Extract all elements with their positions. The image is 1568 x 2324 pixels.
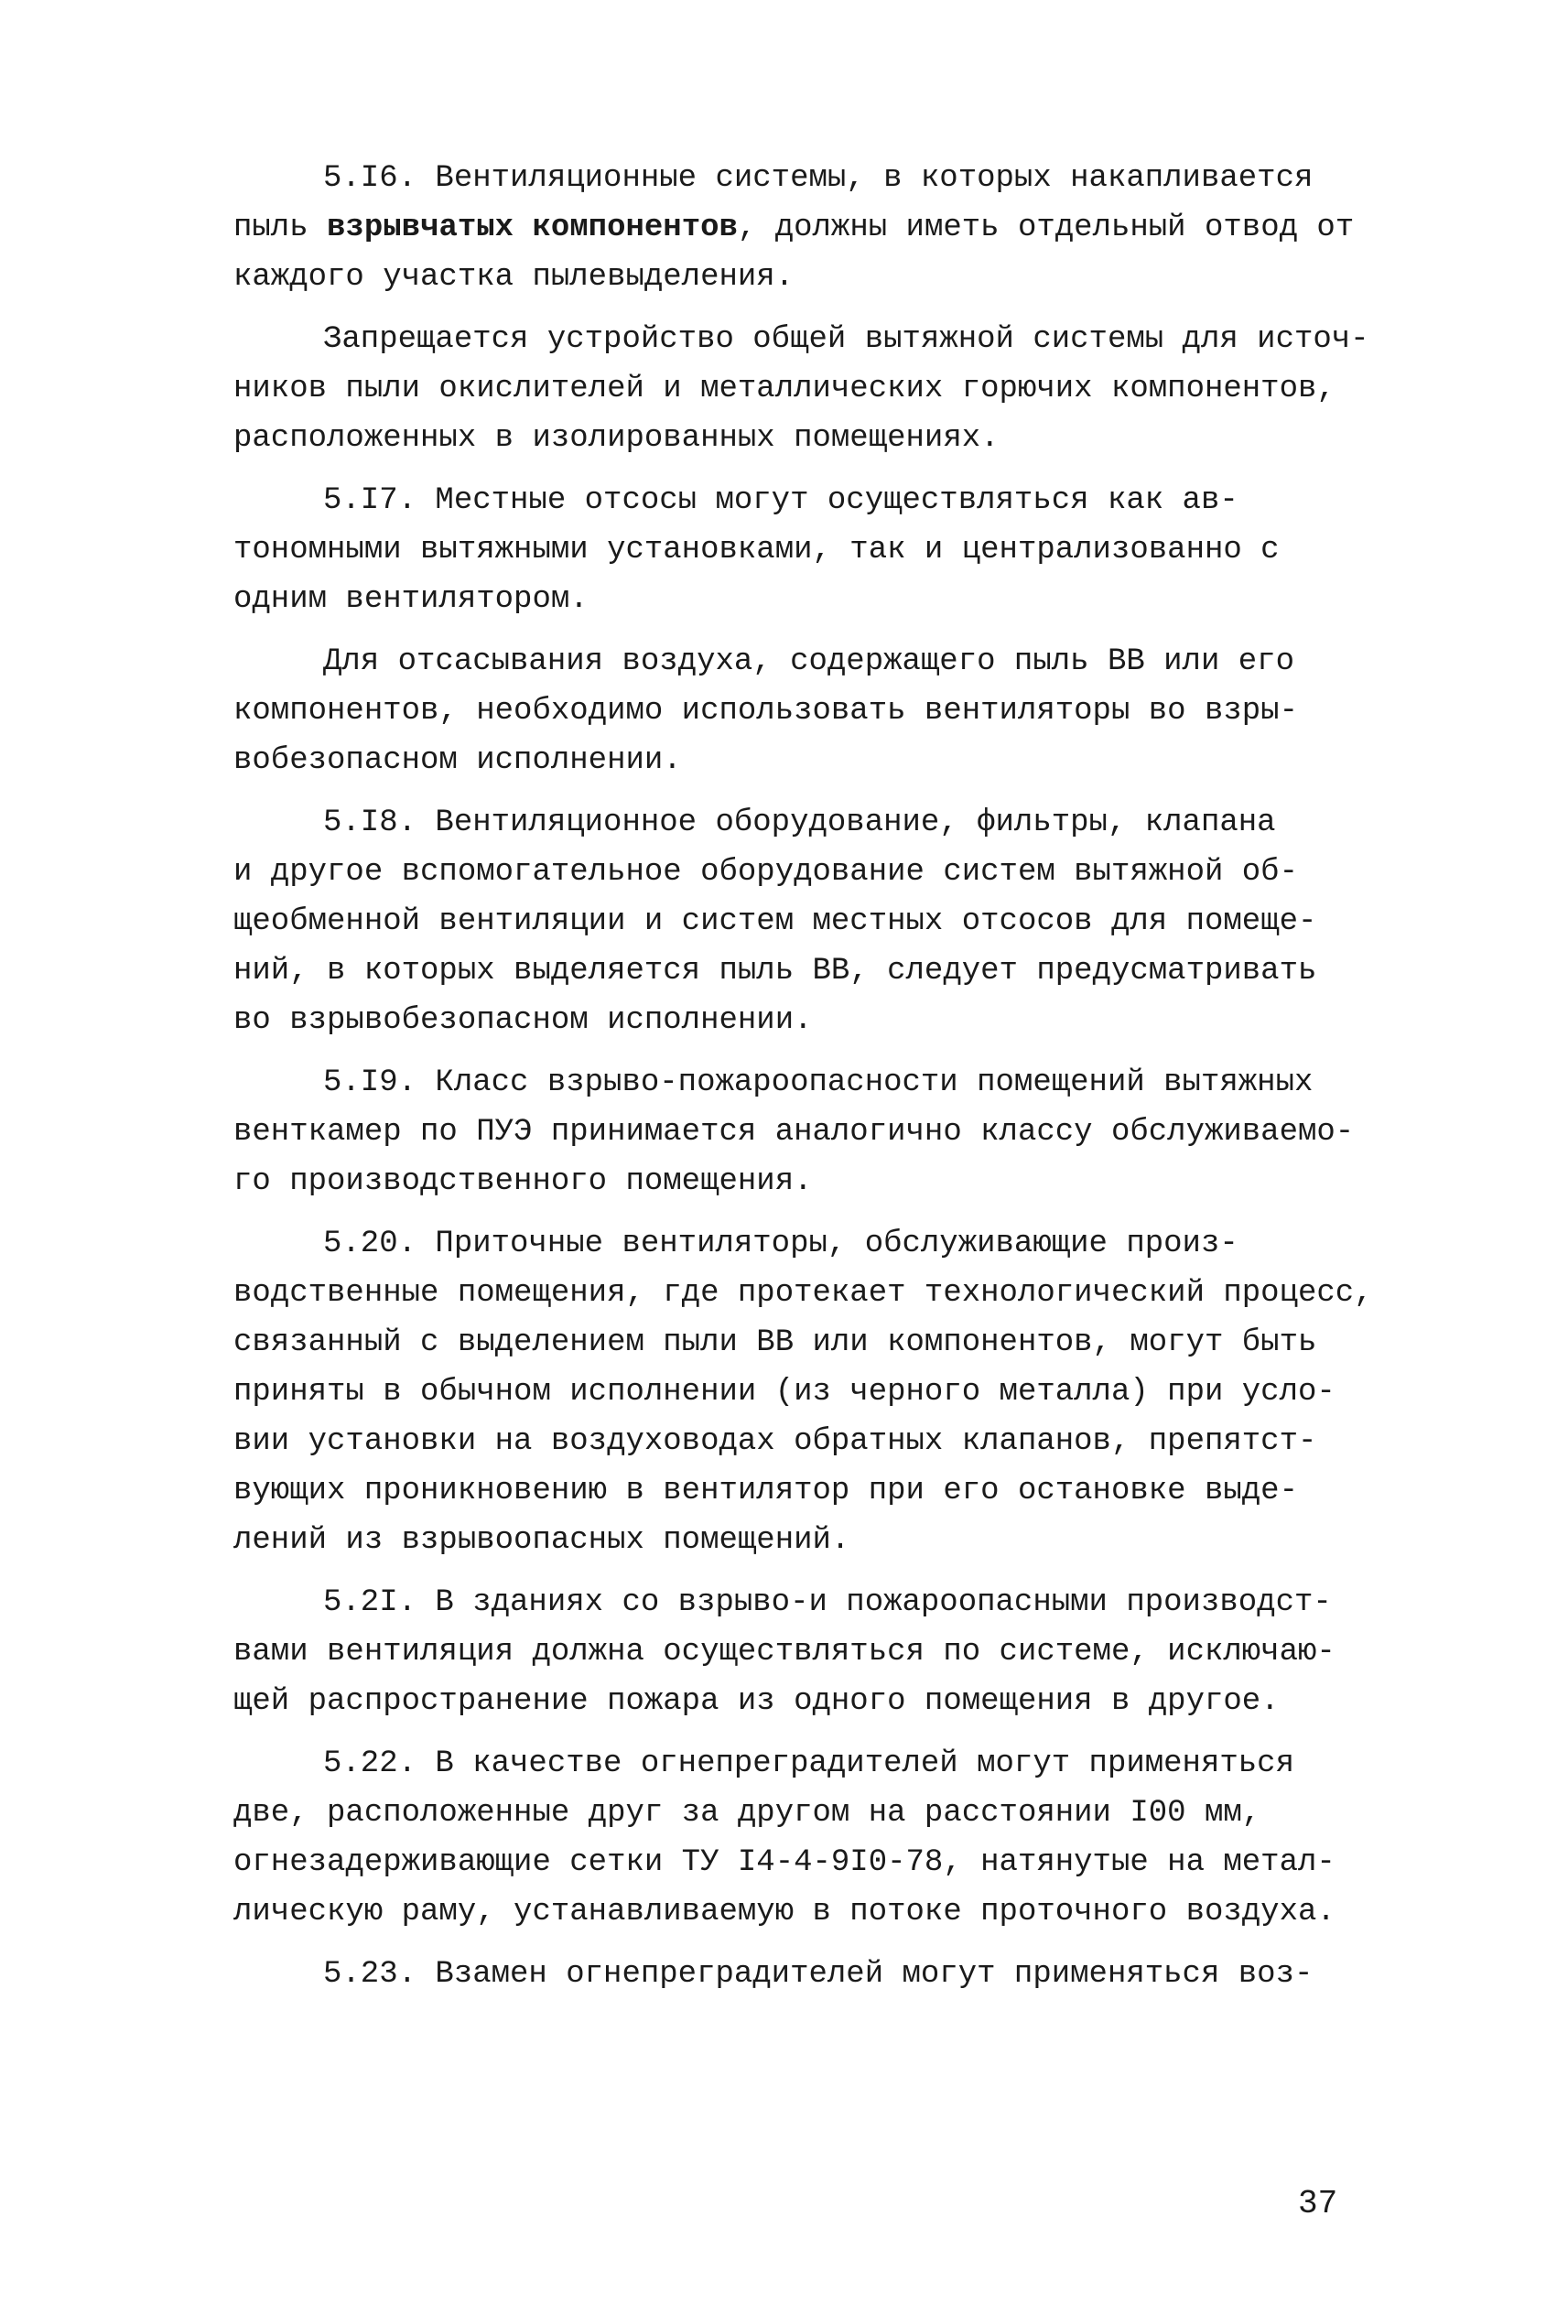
paragraph-5-23 (233, 1950, 1378, 1999)
paragraph-5-16 (233, 154, 1378, 302)
text-line: тономными вытяжными установками, так и централизованно с (233, 533, 1280, 567)
text-line: щеобменной вентиляции и систем местных отсосов для помеще- (233, 904, 1317, 939)
text-line: 5.I9. Класс взрыво-пожароопасности помещений вытяжных (323, 1065, 1314, 1100)
text-line: компонентов, необходимо использовать вентиляторы во взры- (233, 694, 1298, 729)
paragraph-5-20 (233, 1219, 1378, 1565)
text-line: 5.I8. Вентиляционное оборудование, фильтры, клапана (323, 805, 1276, 840)
text-line: ний, в которых выделяется пыль ВВ, следует предусматривать (233, 954, 1317, 989)
text-line: приняты в обычном исполнении (из черного металла) при усло- (233, 1375, 1336, 1410)
text-line: Запрещается устройство общей вытяжной системы для источ- (323, 322, 1369, 357)
text-line: 5.22. В качестве огнепреградителей могут применяться (323, 1746, 1294, 1781)
document-page (233, 154, 1378, 2012)
text-line: одним вентилятором. (233, 582, 589, 617)
text-line: вами вентиляция должна осуществляться по системе, исключаю- (233, 1635, 1336, 1670)
text-line: 5.I6. Вентиляционные системы, в которых накапливается (323, 161, 1314, 196)
text-line: вии установки на воздуховодах обратных клапанов, препятст- (233, 1424, 1317, 1459)
paragraph-5-17 (233, 476, 1378, 624)
text-line: щей распространение пожара из одного помещения в другое. (233, 1684, 1280, 1719)
text-line: расположенных в изолированных помещениях. (233, 421, 1000, 456)
bold-term: взрывчатых компонентов (327, 211, 738, 245)
text-line (233, 203, 1378, 253)
text-line: вующих проникновению в вентилятор при его остановке выде- (233, 1474, 1298, 1508)
text-line: 5.23. Взамен огнепреградителей могут применяться воз- (323, 1957, 1314, 1992)
text-line: лений из взрывоопасных помещений. (233, 1523, 850, 1558)
text-line: 5.I7. Местные отсосы могут осуществляться как ав- (323, 483, 1238, 518)
paragraph-5-17-continued (233, 637, 1378, 785)
paragraph-5-22 (233, 1739, 1378, 1937)
text-line: ников пыли окислителей и металлических горючих компонентов, (233, 372, 1336, 406)
text-line: го производственного помещения. (233, 1164, 813, 1199)
text-line: вобезопасном исполнении. (233, 743, 682, 778)
text-line: 5.20. Приточные вентиляторы, обслуживающие произ- (323, 1227, 1238, 1261)
text-line: водственные помещения, где протекает технологический процесс, (233, 1276, 1373, 1311)
paragraph-5-19 (233, 1058, 1378, 1206)
text-run: пыль (233, 211, 328, 245)
text-run: , должны иметь отдельный отвод от (737, 211, 1355, 245)
text-line: Для отсасывания воздуха, содержащего пыль ВВ или его (323, 644, 1294, 679)
text-line: огнезадерживающие сетки ТУ I4-4-9I0-78, натянутые на метал- (233, 1845, 1336, 1880)
text-line: венткамер по ПУЭ принимается аналогично классу обслуживаемо- (233, 1115, 1355, 1150)
paragraph-5-18 (233, 798, 1378, 1045)
text-line: каждого участка пылевыделения. (233, 260, 795, 295)
text-line: связанный с выделением пыли ВВ или компонентов, могут быть (233, 1325, 1317, 1360)
text-line: во взрывобезопасном исполнении. (233, 1003, 813, 1038)
page-number: 37 (1298, 2185, 1338, 2222)
text-line: лическую раму, устанавливаемую в потоке проточного воздуха. (233, 1895, 1336, 1929)
text-line: 5.2I. В зданиях со взрыво-и пожароопасными производст- (323, 1585, 1332, 1620)
paragraph-5-16-continued (233, 315, 1378, 463)
text-line: и другое вспомогательное оборудование систем вытяжной об- (233, 855, 1298, 890)
text-line: две, расположенные друг за другом на расстоянии I00 мм, (233, 1796, 1261, 1831)
paragraph-5-21 (233, 1578, 1378, 1726)
